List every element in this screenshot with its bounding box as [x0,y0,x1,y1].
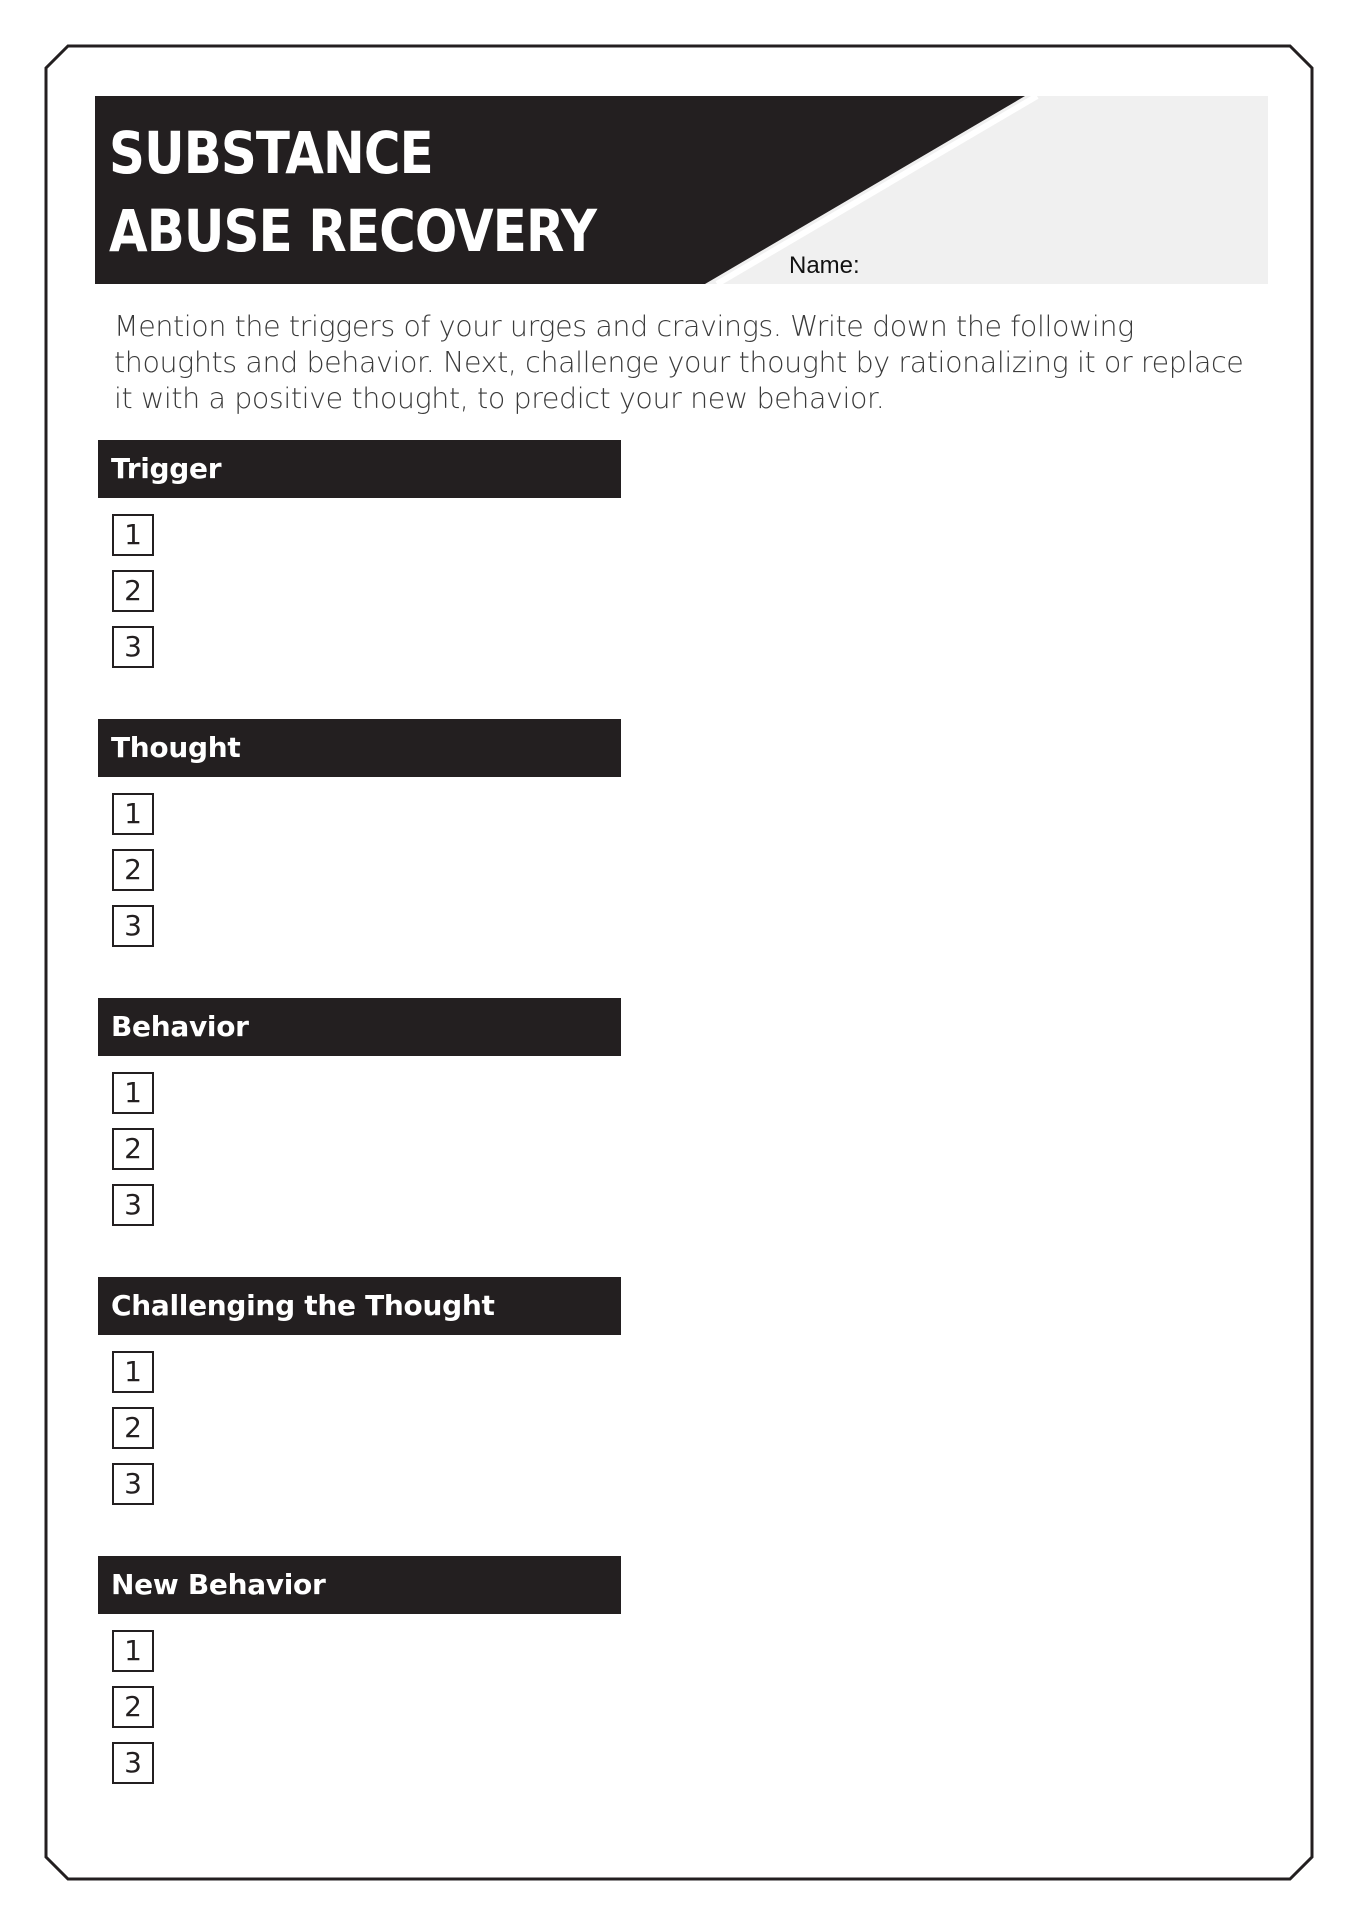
list-item-number-box[interactable]: 3 [112,1184,154,1226]
list-item-number-box[interactable]: 3 [112,1742,154,1784]
list-item-number-box[interactable]: 3 [112,1463,154,1505]
section-behavior [98,998,621,1221]
list-item-number-box[interactable]: 3 [112,905,154,947]
list-item-number-box[interactable]: 1 [112,1072,154,1114]
list-item-number-box[interactable]: 2 [112,1128,154,1170]
list-item-number-box[interactable]: 1 [112,1351,154,1393]
list-item-number-box[interactable]: 1 [112,793,154,835]
title-line-1: SUBSTANCE [109,119,433,187]
section-header: Behavior [98,998,621,1056]
list-item-number-box[interactable]: 2 [112,1407,154,1449]
section-trigger [98,440,621,663]
title-line-2: ABUSE RECOVERY [109,197,597,265]
section-header: New Behavior [98,1556,621,1614]
section-header: Challenging the Thought [98,1277,621,1335]
section-challenging-the-thought [98,1277,621,1500]
section-header: Thought [98,719,621,777]
header-banner [95,96,1268,284]
instructions-text: Mention the triggers of your urges and cravings. Write down the following thoughts and behavior. Next, challenge your thought by rationalizing it or replace it with a positive thought, to predict your new behavior. [114,310,1244,415]
section-new-behavior [98,1556,621,1779]
section-thought [98,719,621,942]
section-header: Trigger [98,440,621,498]
list-item-number-box[interactable]: 3 [112,626,154,668]
list-item-number-box[interactable]: 1 [112,1630,154,1672]
list-item-number-box[interactable]: 1 [112,514,154,556]
list-item-number-box[interactable]: 2 [112,849,154,891]
list-item-number-box[interactable]: 2 [112,570,154,612]
worksheet-title [109,114,596,270]
name-field-label: Name: [789,252,860,279]
list-item-number-box[interactable]: 2 [112,1686,154,1728]
